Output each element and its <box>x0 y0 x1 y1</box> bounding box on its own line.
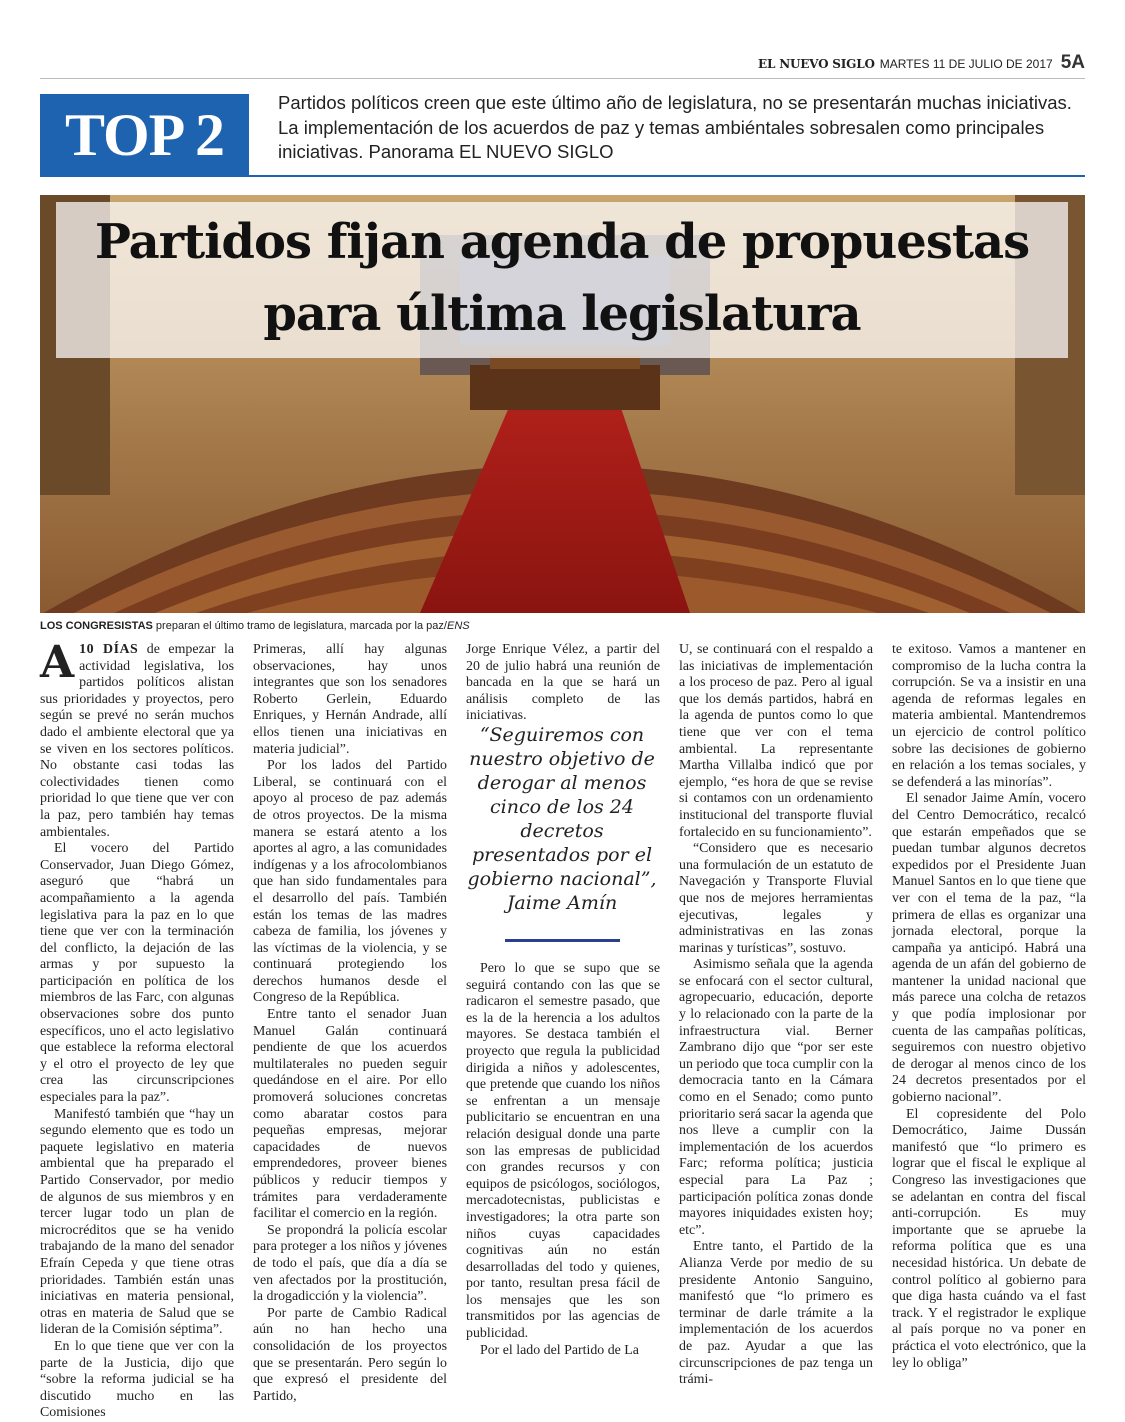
article-headline <box>56 202 1068 358</box>
paragraph-continued: te exitoso. Vamos a mantener en compromiso de la lucha contra la corrupción. Se va a insistir en una agenda de reformas legales en materia ambiental. Mantendremos un ejercicio de control político sobre las decisiones de gobierno en relación a los temas sociales, y se defenderá a las minorías”. <box>892 642 1086 790</box>
article-column-3-lower <box>466 961 660 1359</box>
paragraph: Manifestó también que “hay un segundo elemento que es todo un paquete legislativo en materia ambiental que ha preparado el Partido Conservador, por medio de algunos de sus miembros y en tercer lugar todo un plan de microcréditos que se ha venido trabajando de la mano del senador Efraín Cepeda y que tiene otras prioridades. También están unas iniciativas en materia pensional, otras en materia de Salud que se lideran de la Comisión séptima”. <box>40 1106 234 1338</box>
article-column-5 <box>892 642 1086 1372</box>
paragraph: Asimismo señala que la agenda se enfocará con el sector cultural, agropecuario, educación, deporte y lo relacionado con la parte de la infraestructura vial. Berner Zambrano dijo que “por ser este un periodo que toca cumplir con la democracia tanto en la Cámara como en el Senado; como punto prioritario será sacar la agenda que nos lleve a cumplir con la implementación de los acuerdos Farc; reforma política; justicia especial para La Paz ; participación política zonas donde mayores iniquidades existen hoy; etc”. <box>679 957 873 1238</box>
article-column-3 <box>466 642 660 725</box>
caption-lead: LOS CONGRESISTAS <box>40 620 153 632</box>
pull-quote-text: “Seguiremos con nuestro objetivo de derogar al menos cinco de los 24 decretos presentados por el gobierno nacional”, <box>467 724 657 890</box>
lead-paragraph <box>40 637 234 841</box>
caption-text: preparan el último tramo de legislatura, marcada por la paz/ <box>152 620 447 632</box>
drop-cap: A <box>40 637 75 688</box>
lead-caps: 10 DÍAS <box>79 642 139 657</box>
paragraph: Pero lo que se supo que se seguirá contando con las que se radicaron el semestre pasado, que es la de la herencia a los adultos mayores. Se destaca también el proyecto que regula la publicidad dirigida a niños y adolescentes, que pretende que cuando los niños se enfrentan a un mensaje publicitario se encuentran en una relación desigual donde una parte son las empresas de publicidad con grandes recursos y con equipos de psicólogos, sociólogos, mercadotecnistas, publicistas e investigadores; la otra parte son niños cuyas capacidades cognitivas aún no están desarrolladas del todo y quienes, por tanto, resultan presa fácil de los mensajes que les son transmitidos por las agencias de publicidad. <box>466 961 660 1342</box>
paragraph: Entre tanto el senador Juan Manuel Galán continuará pendiente de que los acuerdos multilaterales no pueden seguir quedándose en el aire. Por ello promoverá soluciones concretas como abaratar costos para pequeñas empresas, mejorar capacidades de nuevos emprendedores, proveer bienes públicos y reducir tiempos y trámites para verdaderamente facilitar el comercio en la región. <box>253 1007 447 1222</box>
headline-line-1: Partidos fijan agenda de propuestas <box>94 214 1030 270</box>
paragraph: El copresidente del Polo Democrático, Jaime Dussán manifestó que “lo primero es lograr que el fiscal le explique al Congreso las investigaciones que se adelantan en contra del fiscal anti-corrupción. Es muy importante que se apruebe la reforma política que es una necesidad histórica. Un debate de control político al gobierno para que diga hasta cuándo va el fast track. Y el registrador le explique al país porque no va poner en práctica el voto electrónico, que la ley lo obliga” <box>892 1106 1086 1371</box>
pull-quote-author: Jaime Amín <box>506 892 618 914</box>
section-label: TOP 2 <box>40 94 249 176</box>
lead-text: de empezar la actividad legislativa, los partidos políticos alistan sus prioridades y proyectos, pero según se prevé no serán muchos dado el ambiente electoral que ya se viven en los sectores políticos. No obstante casi todas las colectividades tienen como prioridad lo que tiene que ver con la paz, pero también hay temas ambientales. <box>40 642 234 840</box>
issue-date: MARTES 11 DE JULIO DE 2017 <box>879 57 1053 71</box>
page-header <box>40 52 1085 79</box>
page-number: 5A <box>1060 52 1085 73</box>
photo-caption <box>40 620 470 632</box>
newspaper-name: EL NUEVO SIGLO <box>758 57 875 71</box>
paragraph: “Considero que es necesario una formulación de un estatuto de Navegación y Transporte Fluvial que nos de mejores herramientas ejecutivas, legales y administrativas en las zonas marinas y turísticas”, sostuvo. <box>679 841 873 956</box>
article-column-1 <box>40 637 234 1422</box>
paragraph: Por el lado del Partido de La <box>480 1342 639 1358</box>
paragraph: El senador Jaime Amín, vocero del Centro Democrático, recalcó que estarán empeñados que se puedan tumbar algunos decretos expedidos por el Presidente Juan Manuel Santos en lo que tiene que ver con el tema de la paz, “la primera de ellas es organizar una jornada electoral, porque la campaña ya anticipó. Habrá una agenda de un afán del gobierno de mantener la unidad nacional que más parece una colcha de retazos y que podía implosionar por cuenta de las campañas políticas, seguiremos con nuestro objetivo de derogar al menos cinco de los 24 decretos presentados por el gobierno nacional”. <box>892 791 1086 1106</box>
pull-quote-rule <box>505 939 620 942</box>
intro-summary: Partidos políticos creen que este último año de legislatura, no se presentarán muchas iniciativas. La implementación de los acuerdos de paz y temas ambiéntales sobresalen como principales iniciativas. Panorama EL NUEVO SIGLO <box>278 92 1072 162</box>
paragraph-continued: Jorge Enrique Vélez, a partir del 20 de julio habrá una reunión de bancada en la que se hará un análisis completo de las iniciativas. <box>466 642 660 724</box>
paragraph-continued: Primeras, allí hay algunas observaciones, hay unos integrantes que son los senadores Roberto Gerlein, Eduardo Enriques, y Hernán Andrade, allí ellos tienen una iniciativas en materia judicial”. <box>253 642 447 757</box>
paragraph: Por parte de Cambio Radical aún no han hecho una consolidación de los proyectos que se presentarán. Pero según lo que expresó el presidente del Partido, <box>253 1305 447 1404</box>
pull-quote <box>466 723 658 915</box>
paragraph: Entre tanto, el Partido de la Alianza Verde por medio de su presidente Antonio Sanguino, manifestó que “lo primero es terminar de darle trámite a la implementación de los acuerdos de paz. Ayudar a que las circunscripciones de paz tenga un trámi- <box>679 1239 873 1388</box>
paragraph: El vocero del Partido Conservador, Juan Diego Gómez, aseguró que “habrá un acompañamiento a la agenda legislativa para la paz en lo que tiene que ver con la terminación del conflicto, la dejación de las armas y por supuesto la participación en política de los miembros de las Farc, con algunas observaciones sobre dos punto específicos, uno el acto legislativo que establece la reforma electoral y el otro el proyecto de ley que crea las circunscripciones especiales para la paz”. <box>40 841 234 1106</box>
headline-line-2: para última legislatura <box>263 286 861 342</box>
paragraph: En lo que tiene que ver con la parte de la Justicia, dijo que “sobre la reforma judicial se ha discutido mucho en las Comisiones <box>40 1338 234 1421</box>
paragraph: Por los lados del Partido Liberal, se continuará con el apoyo al proceso de paz además de otros proyectos. De la misma manera se estará atento a los aportes al agro, a las comunidades indígenas y a los afrocolombianos que han sido fundamentales para el desarrollo del país. También están los temas de las madres cabeza de familia, los jóvenes y las víctimas de la violencia, y se continuará protegiendo los derechos humanos desde el Congreso de la República. <box>253 758 447 1006</box>
section-divider <box>40 175 1085 177</box>
article-column-2 <box>253 642 447 1405</box>
photo-credit: ENS <box>446 620 470 632</box>
paragraph: Se propondrá la policía escolar para proteger a los niños y jóvenes de todo el país, que día a día se ven afectados por la prostitución, la drogadicción y la violencia”. <box>253 1222 447 1305</box>
article-column-4 <box>679 642 873 1389</box>
paragraph-continued: U, se continuará con el respaldo a las iniciativas de implementación a los proceso de paz. Pero al igual que los demás partidos, habrá en la agenda de puntos como lo que tiene que ver con el tema ambiental. La representante Martha Villalba indicó que por ejemplo, “es hora de que se revise si contamos con un ordenamiento institucional del transporte fluvial fortalecido en su funcionamiento”. <box>679 642 873 840</box>
